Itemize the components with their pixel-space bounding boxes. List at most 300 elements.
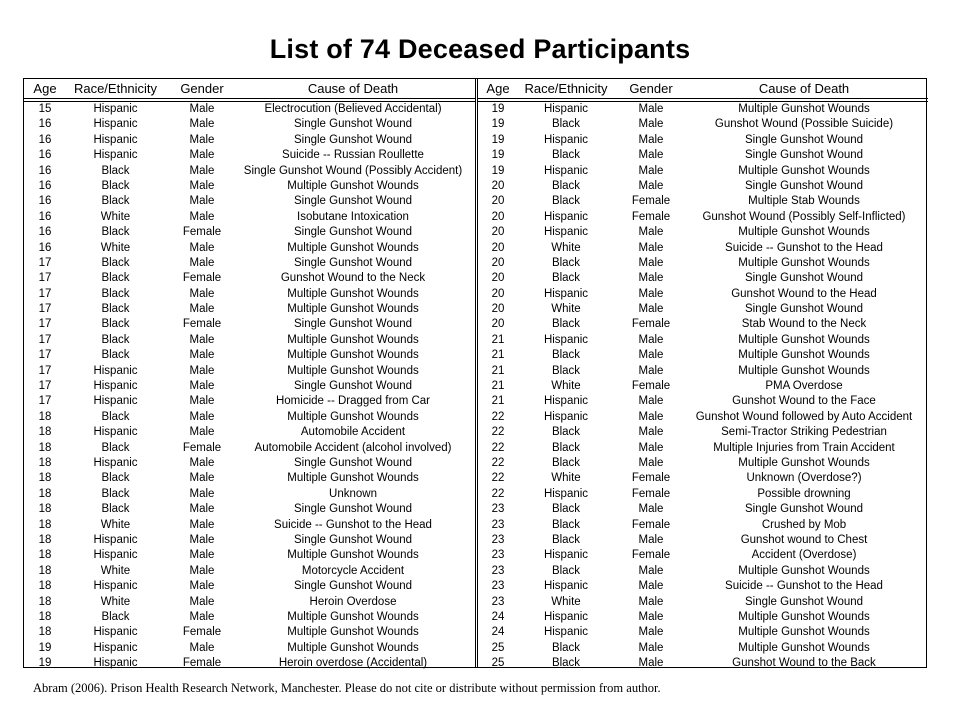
participants-table	[23, 78, 927, 668]
table-row	[24, 302, 476, 317]
cell-cause: Homicide -- Dragged from Car	[275, 395, 430, 408]
cell-race: Hispanic	[543, 580, 589, 593]
source-footnote: Abram (2006). Prison Health Research Network, Manchester. Please do not cite or distribute without permission from author.	[33, 681, 661, 695]
cell-race: Hispanic	[543, 133, 589, 146]
cell-race: Hispanic	[93, 103, 138, 115]
cell-race: Hispanic	[93, 364, 138, 377]
cell-race: White	[100, 564, 131, 577]
cell-gender: Male	[189, 518, 215, 531]
cell-race: Black	[101, 487, 130, 500]
cell-cause: Multiple Stab Wounds	[748, 195, 860, 208]
table-row	[24, 394, 476, 409]
table-row	[478, 287, 928, 302]
cell-race: Hispanic	[93, 657, 138, 670]
cell-cause: Multiple Gunshot Wounds	[287, 410, 419, 423]
cell-race: Hispanic	[93, 118, 138, 131]
cell-gender: Male	[638, 226, 664, 239]
cell-cause: Single Gunshot Wound	[293, 456, 413, 469]
cell-cause: Suicide -- Gunshot to the Head	[725, 241, 883, 254]
cell-cause: Multiple Gunshot Wounds	[738, 103, 870, 115]
cell-age: 15	[38, 103, 52, 115]
cell-race: Black	[551, 349, 581, 362]
cell-gender: Male	[638, 256, 664, 269]
cell-gender: Male	[189, 349, 215, 362]
cell-age: 23	[491, 580, 505, 593]
cell-age: 16	[38, 179, 52, 192]
cell-cause: Single Gunshot Wound	[744, 503, 864, 516]
cell-age: 22	[491, 456, 505, 469]
cell-race: Black	[551, 564, 581, 577]
cell-race: Black	[101, 226, 130, 239]
cell-race: Hispanic	[93, 641, 138, 654]
cell-gender: Male	[189, 164, 215, 177]
cell-age: 18	[38, 410, 52, 423]
cell-gender: Male	[189, 287, 215, 300]
header-gender: Gender	[629, 81, 673, 96]
table-row	[478, 518, 928, 533]
cell-age: 20	[491, 241, 505, 254]
table-row	[478, 364, 928, 379]
cell-age: 20	[491, 210, 505, 223]
cell-cause: PMA Overdose	[765, 380, 843, 393]
cell-race: Black	[101, 318, 130, 331]
cell-cause: Multiple Gunshot Wounds	[287, 610, 419, 623]
page-title: List of 74 Deceased Participants	[269, 34, 691, 64]
cell-race: Black	[101, 179, 130, 192]
cell-gender: Male	[189, 410, 215, 423]
cell-age: 24	[491, 610, 505, 623]
table-row	[24, 164, 476, 179]
cell-gender: Male	[638, 580, 664, 593]
cell-age: 22	[491, 426, 505, 439]
table-row	[24, 579, 476, 594]
cell-race: White	[100, 210, 131, 223]
cell-gender: Male	[638, 456, 664, 469]
header-race: Race/Ethnicity	[73, 81, 158, 96]
table-row	[24, 410, 476, 425]
cell-race: Hispanic	[543, 610, 589, 623]
header-rule	[24, 98, 476, 99]
cell-age: 18	[38, 426, 52, 439]
cell-age: 20	[491, 226, 505, 239]
cell-age: 17	[38, 380, 52, 393]
cell-gender: Male	[638, 241, 664, 254]
cell-age: 18	[38, 503, 52, 516]
cell-gender: Male	[638, 133, 664, 146]
cell-gender: Female	[631, 549, 671, 562]
cell-race: Hispanic	[543, 210, 589, 223]
cell-gender: Male	[189, 564, 215, 577]
cell-race: Black	[101, 272, 130, 285]
table-row	[478, 256, 928, 271]
cell-cause: Heroin Overdose	[309, 595, 397, 608]
table-header-left	[24, 79, 476, 98]
cell-age: 18	[38, 595, 52, 608]
cell-age: 19	[491, 118, 505, 131]
cell-age: 22	[491, 472, 505, 485]
cell-age: 20	[491, 318, 505, 331]
cell-age: 20	[491, 179, 505, 192]
cell-race: Hispanic	[543, 226, 589, 239]
table-row	[478, 148, 928, 163]
cell-cause: Automobile Accident	[300, 426, 406, 439]
cell-cause: Automobile Accident (alcohol involved)	[254, 441, 452, 454]
cell-gender: Male	[189, 487, 215, 500]
cell-gender: Male	[189, 210, 215, 223]
cell-age: 23	[491, 518, 505, 531]
cell-cause: Gunshot Wound to the Head	[731, 287, 877, 300]
cell-cause: Multiple Gunshot Wounds	[287, 333, 419, 346]
header-age: Age	[486, 81, 510, 96]
cell-gender: Male	[189, 456, 215, 469]
cell-gender: Male	[189, 426, 215, 439]
cell-age: 18	[38, 549, 52, 562]
cell-age: 16	[38, 210, 52, 223]
cell-age: 16	[38, 241, 52, 254]
table-row	[24, 533, 476, 548]
cell-cause: Gunshot wound to Chest	[740, 533, 868, 546]
cell-cause: Possible drowning	[757, 487, 851, 500]
cell-gender: Male	[189, 133, 215, 146]
table-row	[24, 210, 476, 225]
cell-age: 20	[491, 272, 505, 285]
cell-race: Hispanic	[93, 626, 138, 639]
cell-race: Black	[551, 118, 581, 131]
table-row	[24, 595, 476, 610]
table-row	[478, 456, 928, 471]
table-row	[478, 333, 928, 348]
cell-age: 23	[491, 564, 505, 577]
cell-cause: Multiple Gunshot Wounds	[738, 641, 870, 654]
table-row	[24, 241, 476, 256]
table-row	[24, 348, 476, 363]
cell-race: Black	[101, 349, 130, 362]
cell-age: 16	[38, 226, 52, 239]
cell-cause: Multiple Gunshot Wounds	[738, 364, 870, 377]
cell-gender: Female	[182, 318, 222, 331]
table-row	[478, 471, 928, 486]
cell-age: 20	[491, 195, 505, 208]
cell-cause: Multiple Gunshot Wounds	[287, 364, 419, 377]
table-row	[24, 271, 476, 286]
cell-gender: Male	[638, 610, 664, 623]
cell-cause: Multiple Gunshot Wounds	[287, 179, 419, 192]
table-row	[478, 579, 928, 594]
cell-cause: Isobutane Intoxication	[297, 210, 409, 223]
cell-gender: Male	[189, 303, 215, 316]
table-row	[478, 179, 928, 194]
table-row	[24, 502, 476, 517]
cell-age: 19	[38, 657, 52, 670]
cell-race: White	[100, 595, 131, 608]
cell-age: 22	[491, 410, 505, 423]
cell-gender: Male	[638, 503, 664, 516]
cell-cause: Single Gunshot Wound	[293, 256, 413, 269]
cell-cause: Single Gunshot Wound	[293, 226, 413, 239]
cell-gender: Male	[189, 333, 215, 346]
cell-cause: Stab Wound to the Neck	[741, 318, 867, 331]
cell-gender: Male	[189, 364, 215, 377]
cell-age: 25	[491, 641, 505, 654]
cell-age: 19	[491, 133, 505, 146]
cell-gender: Male	[189, 580, 215, 593]
cell-gender: Male	[638, 287, 664, 300]
cell-race: Hispanic	[93, 533, 138, 546]
cell-age: 23	[491, 503, 505, 516]
cell-gender: Male	[189, 395, 215, 408]
cell-age: 16	[38, 195, 52, 208]
cell-race: Black	[101, 333, 130, 346]
table-body-right	[478, 102, 928, 671]
table-row	[478, 302, 928, 317]
cell-gender: Female	[631, 380, 671, 393]
cell-race: Hispanic	[543, 333, 589, 346]
header-age: Age	[33, 81, 57, 96]
cell-gender: Female	[182, 272, 222, 285]
header-rule	[478, 98, 928, 99]
cell-gender: Male	[638, 410, 664, 423]
table-row	[24, 317, 476, 332]
table-row	[24, 441, 476, 456]
cell-gender: Male	[189, 472, 215, 485]
table-body-left	[24, 102, 476, 671]
table-left-half	[24, 79, 476, 670]
table-row	[24, 548, 476, 563]
table-row	[478, 625, 928, 640]
table-row	[24, 518, 476, 533]
cell-age: 21	[491, 349, 505, 362]
table-row	[478, 348, 928, 363]
cell-race: Black	[101, 195, 130, 208]
cell-cause: Multiple Gunshot Wounds	[738, 610, 870, 623]
table-row	[478, 548, 928, 563]
cell-cause: Accident (Overdose)	[751, 549, 857, 562]
cell-gender: Male	[638, 179, 664, 192]
table-row	[478, 425, 928, 440]
table-row	[478, 210, 928, 225]
cell-race: Black	[101, 256, 130, 269]
cell-age: 17	[38, 333, 52, 346]
cell-age: 17	[38, 349, 52, 362]
table-right-half	[478, 79, 928, 670]
cell-gender: Male	[189, 179, 215, 192]
cell-cause: Multiple Gunshot Wounds	[738, 333, 870, 346]
cell-gender: Male	[189, 380, 215, 393]
cell-gender: Female	[631, 318, 671, 331]
cell-race: Black	[101, 610, 130, 623]
cell-race: Hispanic	[543, 487, 589, 500]
table-row	[478, 441, 928, 456]
cell-gender: Female	[182, 626, 222, 639]
table-row	[24, 333, 476, 348]
table-row	[478, 102, 928, 117]
cell-race: White	[551, 380, 581, 393]
cell-race: Black	[551, 256, 581, 269]
cell-race: Black	[551, 272, 581, 285]
cell-age: 16	[38, 149, 52, 162]
cell-race: Black	[551, 657, 581, 670]
table-row	[24, 117, 476, 132]
cell-age: 18	[38, 456, 52, 469]
cell-age: 19	[38, 641, 52, 654]
cell-race: White	[551, 472, 581, 485]
cell-gender: Male	[189, 149, 215, 162]
cell-gender: Male	[189, 610, 215, 623]
cell-cause: Gunshot Wound (Possibly Self-Inflicted)	[702, 210, 906, 223]
cell-cause: Single Gunshot Wound	[293, 133, 413, 146]
cell-cause: Single Gunshot Wound	[293, 503, 413, 516]
cell-gender: Male	[638, 164, 664, 177]
cell-gender: Female	[631, 518, 671, 531]
cell-cause: Multiple Gunshot Wounds	[738, 349, 870, 362]
cell-age: 18	[38, 487, 52, 500]
cell-cause: Multiple Gunshot Wounds	[738, 256, 870, 269]
cell-cause: Single Gunshot Wound	[293, 118, 413, 131]
cell-race: White	[100, 241, 131, 254]
cell-race: Black	[551, 318, 581, 331]
cell-race: Black	[551, 441, 581, 454]
cell-gender: Male	[638, 626, 664, 639]
table-row	[24, 456, 476, 471]
table-row	[478, 656, 928, 671]
table-row	[24, 287, 476, 302]
cell-age: 17	[38, 364, 52, 377]
cell-age: 19	[491, 149, 505, 162]
cell-gender: Male	[189, 641, 215, 654]
cell-cause: Gunshot Wound to the Neck	[280, 272, 426, 285]
cell-cause: Single Gunshot Wound (Possibly Accident)	[243, 164, 463, 177]
cell-gender: Female	[631, 472, 671, 485]
cell-race: White	[551, 241, 581, 254]
cell-age: 23	[491, 533, 505, 546]
cell-cause: Single Gunshot Wound	[744, 133, 864, 146]
table-row	[24, 102, 476, 117]
cell-gender: Male	[189, 256, 215, 269]
cell-age: 17	[38, 256, 52, 269]
cell-gender: Male	[189, 195, 215, 208]
cell-race: Black	[101, 472, 130, 485]
table-row	[478, 225, 928, 240]
cell-age: 16	[38, 118, 52, 131]
table-row	[478, 394, 928, 409]
cell-gender: Male	[638, 533, 664, 546]
cell-race: White	[100, 518, 131, 531]
table-row	[478, 610, 928, 625]
cell-race: Hispanic	[543, 287, 589, 300]
cell-race: Hispanic	[543, 103, 589, 115]
cell-age: 18	[38, 564, 52, 577]
cell-cause: Crushed by Mob	[761, 518, 847, 531]
cell-gender: Male	[189, 118, 215, 131]
table-header-right	[478, 79, 928, 98]
cell-age: 17	[38, 272, 52, 285]
cell-race: Black	[551, 149, 581, 162]
cell-cause: Heroin overdose (Accidental)	[278, 657, 428, 670]
cell-gender: Male	[638, 657, 664, 670]
cell-cause: Single Gunshot Wound	[744, 149, 864, 162]
cell-race: Black	[551, 426, 581, 439]
cell-age: 21	[491, 395, 505, 408]
cell-cause: Semi-Tractor Striking Pedestrian	[721, 426, 887, 439]
cell-race: Hispanic	[543, 164, 589, 177]
cell-race: Black	[101, 303, 130, 316]
cell-race: Hispanic	[543, 395, 589, 408]
cell-cause: Suicide -- Russian Roullette	[282, 149, 424, 162]
cell-gender: Male	[189, 549, 215, 562]
cell-race: Black	[101, 287, 130, 300]
table-row	[24, 179, 476, 194]
cell-gender: Female	[182, 441, 222, 454]
cell-gender: Male	[189, 103, 215, 115]
cell-race: Hispanic	[93, 380, 138, 393]
cell-age: 21	[491, 333, 505, 346]
header-race: Race/Ethnicity	[524, 81, 608, 96]
cell-age: 25	[491, 657, 505, 670]
table-row	[24, 641, 476, 656]
cell-cause: Multiple Gunshot Wounds	[738, 164, 870, 177]
cell-race: Hispanic	[93, 426, 138, 439]
table-row	[478, 194, 928, 209]
cell-gender: Female	[631, 210, 671, 223]
table-row	[478, 271, 928, 286]
table-row	[478, 133, 928, 148]
cell-gender: Male	[638, 364, 664, 377]
table-row	[478, 595, 928, 610]
cell-age: 22	[491, 487, 505, 500]
cell-race: Black	[551, 503, 581, 516]
cell-cause: Single Gunshot Wound	[293, 195, 413, 208]
cell-gender: Male	[189, 533, 215, 546]
table-row	[24, 364, 476, 379]
cell-age: 17	[38, 318, 52, 331]
table-row	[24, 256, 476, 271]
cell-age: 20	[491, 303, 505, 316]
cell-age: 20	[491, 256, 505, 269]
cell-cause: Multiple Gunshot Wounds	[738, 564, 870, 577]
cell-race: Black	[551, 533, 581, 546]
cell-cause: Single Gunshot Wound	[744, 303, 864, 316]
cell-race: Hispanic	[93, 395, 138, 408]
cell-gender: Male	[189, 241, 215, 254]
cell-cause: Single Gunshot Wound	[744, 272, 864, 285]
table-row	[478, 564, 928, 579]
cell-cause: Multiple Gunshot Wounds	[287, 349, 419, 362]
table-row	[24, 194, 476, 209]
cell-age: 19	[491, 164, 505, 177]
table-row	[24, 625, 476, 640]
table-row	[24, 610, 476, 625]
cell-cause: Suicide -- Gunshot to the Head	[274, 518, 432, 531]
cell-gender: Female	[182, 657, 222, 670]
cell-race: Hispanic	[93, 549, 138, 562]
cell-gender: Male	[638, 441, 664, 454]
cell-cause: Single Gunshot Wound	[293, 580, 413, 593]
cell-race: Hispanic	[93, 133, 138, 146]
cell-cause: Unknown	[329, 487, 377, 500]
cell-gender: Male	[638, 272, 664, 285]
table-row	[478, 117, 928, 132]
cell-race: Hispanic	[93, 580, 138, 593]
cell-race: Black	[551, 456, 581, 469]
cell-age: 22	[491, 441, 505, 454]
cell-cause: Single Gunshot Wound	[293, 533, 413, 546]
table-row	[24, 133, 476, 148]
table-row	[24, 487, 476, 502]
cell-age: 18	[38, 518, 52, 531]
cell-gender: Female	[631, 487, 671, 500]
cell-gender: Male	[189, 503, 215, 516]
cell-gender: Male	[638, 303, 664, 316]
